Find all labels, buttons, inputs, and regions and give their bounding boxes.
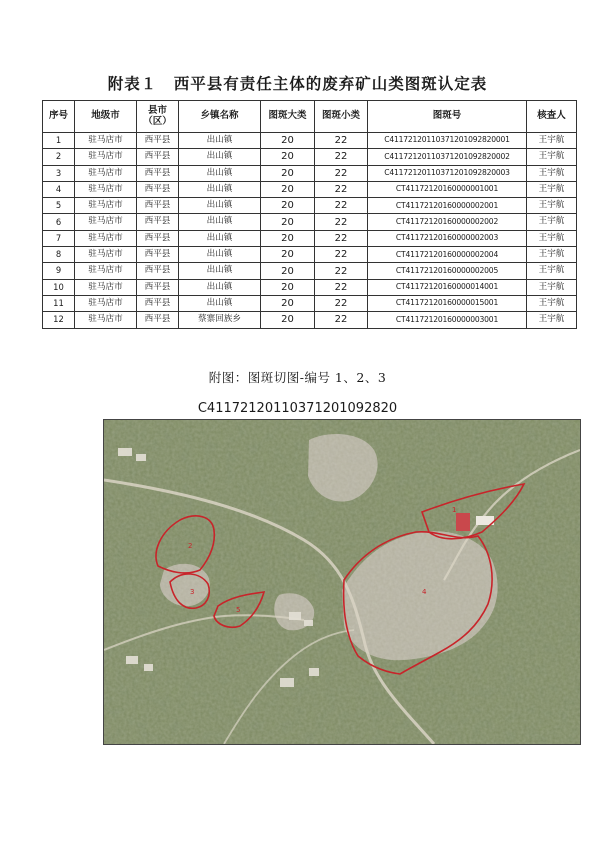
cell-major-class: 20 bbox=[261, 149, 315, 165]
cell-index: 4 bbox=[43, 181, 75, 197]
header-cell-county: 县市（区） bbox=[137, 101, 179, 133]
cell-spot-code: CT41172120160000002001 bbox=[368, 198, 527, 214]
cell-spot-code: C41172120110371201092820003 bbox=[368, 165, 527, 181]
cell-minor-class: 22 bbox=[315, 295, 368, 311]
cell-major-class: 20 bbox=[261, 165, 315, 181]
cell-town: 出山镇 bbox=[179, 181, 261, 197]
cell-index: 11 bbox=[43, 295, 75, 311]
cell-town: 出山镇 bbox=[179, 198, 261, 214]
cell-minor-class: 22 bbox=[315, 279, 368, 295]
header-cell-major-class: 图斑大类 bbox=[261, 101, 315, 133]
cell-minor-class: 22 bbox=[315, 198, 368, 214]
cell-index: 1 bbox=[43, 133, 75, 149]
satellite-map-image bbox=[104, 420, 580, 744]
table-row bbox=[43, 247, 577, 263]
cell-town: 蔡寨回族乡 bbox=[179, 312, 261, 328]
cell-checker: 王宇航 bbox=[527, 133, 577, 149]
table-header-row bbox=[43, 101, 577, 133]
cell-checker: 王宇航 bbox=[527, 263, 577, 279]
map-spot-code: C41172120110371201092820 bbox=[197, 401, 398, 416]
cell-spot-code: C41172120110371201092820002 bbox=[368, 149, 527, 165]
cell-major-class: 20 bbox=[261, 133, 315, 149]
ground-speckle bbox=[104, 420, 580, 744]
header-cell-town: 乡镇名称 bbox=[179, 101, 261, 133]
cell-town: 出山镇 bbox=[179, 230, 261, 246]
cell-checker: 王宇航 bbox=[527, 149, 577, 165]
cell-spot-code: CT41172120160000003001 bbox=[368, 312, 527, 328]
cell-index: 2 bbox=[43, 149, 75, 165]
cell-checker: 王宇航 bbox=[527, 247, 577, 263]
spot-label-2: 2 bbox=[188, 542, 193, 550]
satellite-map bbox=[103, 419, 581, 745]
cell-town: 出山镇 bbox=[179, 279, 261, 295]
table-row bbox=[43, 133, 577, 149]
cell-town: 出山镇 bbox=[179, 165, 261, 181]
spot-table bbox=[42, 100, 577, 329]
header-cell-city: 地级市 bbox=[75, 101, 137, 133]
cell-spot-code: CT41172120160000002004 bbox=[368, 247, 527, 263]
cell-major-class: 20 bbox=[261, 198, 315, 214]
cell-city: 驻马店市 bbox=[75, 133, 137, 149]
cell-minor-class: 22 bbox=[315, 263, 368, 279]
cell-minor-class: 22 bbox=[315, 312, 368, 328]
cell-town: 出山镇 bbox=[179, 295, 261, 311]
table-row bbox=[43, 295, 577, 311]
table-row bbox=[43, 214, 577, 230]
table-row bbox=[43, 149, 577, 165]
cell-checker: 王宇航 bbox=[527, 312, 577, 328]
cell-minor-class: 22 bbox=[315, 214, 368, 230]
cell-major-class: 20 bbox=[261, 214, 315, 230]
cell-major-class: 20 bbox=[261, 263, 315, 279]
table-row bbox=[43, 165, 577, 181]
cell-index: 3 bbox=[43, 165, 75, 181]
cell-county: 西平县 bbox=[137, 181, 179, 197]
cell-town: 出山镇 bbox=[179, 149, 261, 165]
cell-city: 驻马店市 bbox=[75, 165, 137, 181]
cell-minor-class: 22 bbox=[315, 230, 368, 246]
cell-checker: 王宇航 bbox=[527, 181, 577, 197]
spot-label-3: 3 bbox=[190, 588, 195, 596]
cell-major-class: 20 bbox=[261, 279, 315, 295]
spot-label-5: 5 bbox=[236, 606, 241, 614]
cell-minor-class: 22 bbox=[315, 133, 368, 149]
cell-major-class: 20 bbox=[261, 181, 315, 197]
cell-checker: 王宇航 bbox=[527, 295, 577, 311]
cell-major-class: 20 bbox=[261, 247, 315, 263]
cell-city: 驻马店市 bbox=[75, 230, 137, 246]
cell-index: 7 bbox=[43, 230, 75, 246]
cell-city: 驻马店市 bbox=[75, 263, 137, 279]
spot-label-1: 1 bbox=[452, 506, 457, 514]
cell-city: 驻马店市 bbox=[75, 295, 137, 311]
cell-minor-class: 22 bbox=[315, 181, 368, 197]
cell-major-class: 20 bbox=[261, 295, 315, 311]
cell-minor-class: 22 bbox=[315, 149, 368, 165]
cell-county: 西平县 bbox=[137, 214, 179, 230]
cell-county: 西平县 bbox=[137, 312, 179, 328]
table-row bbox=[43, 263, 577, 279]
cell-spot-code: CT41172120160000002005 bbox=[368, 263, 527, 279]
cell-spot-code: CT41172120160000002003 bbox=[368, 230, 527, 246]
cell-town: 出山镇 bbox=[179, 214, 261, 230]
cell-minor-class: 22 bbox=[315, 165, 368, 181]
cell-county: 西平县 bbox=[137, 149, 179, 165]
page-title: 附表１ 西平县有责任主体的废弃矿山类图斑认定表 bbox=[107, 74, 488, 93]
appendix-title: 附图：图斑切图-编号 1、2、3 bbox=[208, 370, 387, 385]
cell-checker: 王宇航 bbox=[527, 198, 577, 214]
table-body bbox=[43, 133, 577, 329]
table-row bbox=[43, 279, 577, 295]
cell-spot-code: CT41172120160000014001 bbox=[368, 279, 527, 295]
cell-town: 出山镇 bbox=[179, 247, 261, 263]
cell-major-class: 20 bbox=[261, 312, 315, 328]
cell-town: 出山镇 bbox=[179, 133, 261, 149]
cell-city: 驻马店市 bbox=[75, 181, 137, 197]
cell-checker: 王宇航 bbox=[527, 165, 577, 181]
cell-city: 驻马店市 bbox=[75, 149, 137, 165]
cell-city: 驻马店市 bbox=[75, 214, 137, 230]
header-cell-checker: 核查人 bbox=[527, 101, 577, 133]
table-row bbox=[43, 312, 577, 328]
cell-checker: 王宇航 bbox=[527, 214, 577, 230]
cell-town: 出山镇 bbox=[179, 263, 261, 279]
cell-minor-class: 22 bbox=[315, 247, 368, 263]
cell-index: 12 bbox=[43, 312, 75, 328]
cell-spot-code: CT41172120160000001001 bbox=[368, 181, 527, 197]
cell-county: 西平县 bbox=[137, 263, 179, 279]
red-roof-building bbox=[456, 513, 470, 531]
table-row bbox=[43, 198, 577, 214]
cell-county: 西平县 bbox=[137, 165, 179, 181]
cell-index: 9 bbox=[43, 263, 75, 279]
cell-index: 8 bbox=[43, 247, 75, 263]
cell-city: 驻马店市 bbox=[75, 198, 137, 214]
cell-spot-code: CT41172120160000002002 bbox=[368, 214, 527, 230]
cell-county: 西平县 bbox=[137, 133, 179, 149]
table-row bbox=[43, 230, 577, 246]
cell-major-class: 20 bbox=[261, 230, 315, 246]
cell-city: 驻马店市 bbox=[75, 312, 137, 328]
cell-city: 驻马店市 bbox=[75, 279, 137, 295]
cell-index: 6 bbox=[43, 214, 75, 230]
cell-index: 5 bbox=[43, 198, 75, 214]
cell-county: 西平县 bbox=[137, 198, 179, 214]
cell-spot-code: C41172120110371201092820001 bbox=[368, 133, 527, 149]
table-row bbox=[43, 181, 577, 197]
spot-label-4: 4 bbox=[422, 588, 427, 596]
cell-county: 西平县 bbox=[137, 230, 179, 246]
header-cell-index: 序号 bbox=[43, 101, 75, 133]
table-header bbox=[43, 101, 577, 133]
cell-county: 西平县 bbox=[137, 295, 179, 311]
cell-index: 10 bbox=[43, 279, 75, 295]
cell-checker: 王宇航 bbox=[527, 279, 577, 295]
header-cell-minor-class: 图斑小类 bbox=[315, 101, 368, 133]
cell-city: 驻马店市 bbox=[75, 247, 137, 263]
cell-checker: 王宇航 bbox=[527, 230, 577, 246]
cell-county: 西平县 bbox=[137, 279, 179, 295]
header-cell-spot-code: 图斑号 bbox=[368, 101, 527, 133]
cell-county: 西平县 bbox=[137, 247, 179, 263]
cell-spot-code: CT41172120160000015001 bbox=[368, 295, 527, 311]
